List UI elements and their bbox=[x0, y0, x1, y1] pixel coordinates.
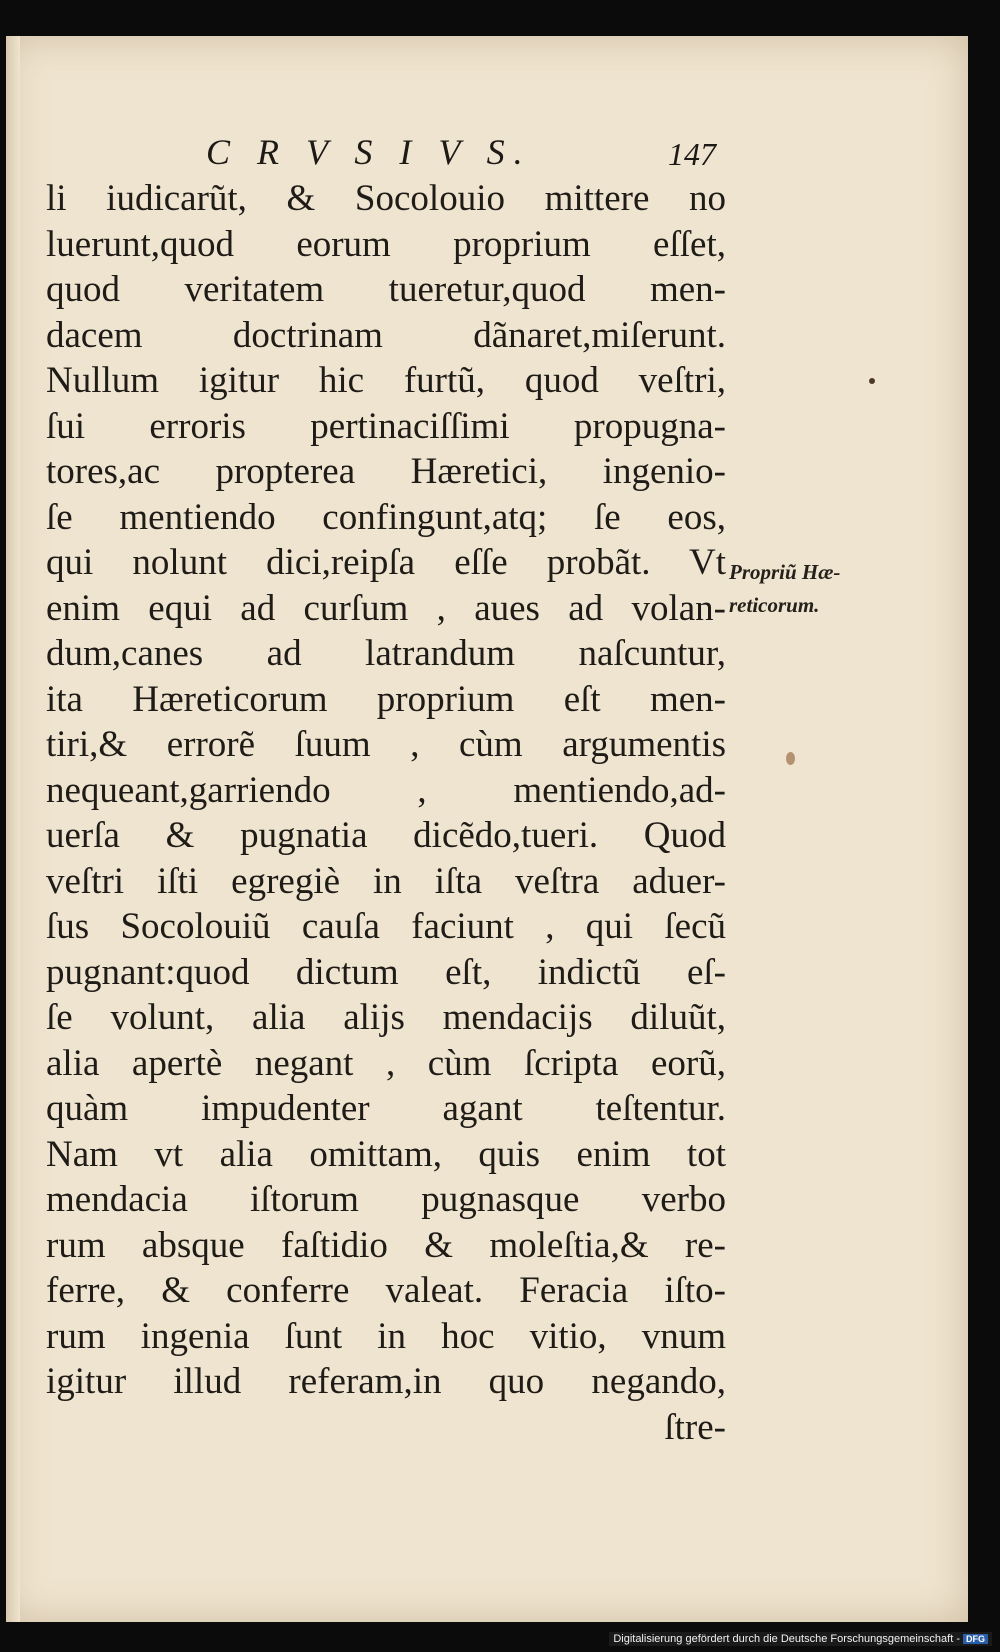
text-line: ita Hæreticorum proprium eſt men- bbox=[46, 678, 726, 720]
body-text bbox=[46, 176, 726, 1450]
text-line: Nam vt alia omittam, quis enim tot bbox=[46, 1133, 726, 1175]
text-line: quod veritatem tueretur,quod men- bbox=[46, 269, 726, 310]
page-number: 147 bbox=[668, 136, 716, 172]
text-line: tores,ac propterea Hæretici, ingenio- bbox=[46, 451, 726, 492]
text-line: dum,canes ad latrandum naſcuntur, bbox=[46, 633, 726, 674]
text-line: ſus Socolouiũ cauſa faciunt , qui ſecũ bbox=[46, 906, 726, 947]
digitization-credit bbox=[609, 1632, 992, 1646]
text-line: ſui erroris pertinaciſſimi propugna- bbox=[46, 405, 726, 447]
text-line: luerunt,quod eorum proprium eſſet, bbox=[46, 223, 726, 265]
text-line: nequeant,garriendo , mentiendo,ad- bbox=[46, 769, 726, 811]
text-line: igitur illud referam,in quo negando, bbox=[46, 1361, 726, 1402]
text-line: ferre, & conferre valeat. Feracia iſto- bbox=[46, 1270, 726, 1311]
dfg-logo: DFG bbox=[963, 1634, 988, 1644]
marginal-note bbox=[729, 556, 840, 622]
marginal-note-line: reticorum. bbox=[729, 593, 820, 617]
text-line: tiri,& errorẽ ſuum , cùm argumentis bbox=[46, 724, 726, 765]
text-line: li iudicarũt, & Socolouio mittere no bbox=[46, 178, 726, 219]
text-line: rum absque faſtidio & moleſtia,& re- bbox=[46, 1224, 726, 1266]
text-line: Nullum igitur hic furtũ, quod veſtri, bbox=[46, 360, 726, 401]
ink-speck bbox=[869, 378, 875, 384]
stain-spot bbox=[786, 752, 795, 765]
text-line: qui nolunt dici,reipſa eſſe probãt. Vt bbox=[46, 542, 726, 583]
text-line: mendacia iſtorum pugnasque verbo bbox=[46, 1179, 726, 1220]
text-line: ſe volunt, alia alijs mendacijs diluũt, bbox=[46, 997, 726, 1038]
text-line: alia apertè negant , cùm ſcripta eorũ, bbox=[46, 1042, 726, 1084]
marginal-note-line: Propriũ Hæ- bbox=[729, 560, 841, 584]
credit-text: Digitalisierung gefördert durch die Deutsche Forschungsgemeinschaft - bbox=[613, 1633, 960, 1645]
text-line: uerſa & pugnatia dicẽdo,tueri. Quod bbox=[46, 815, 726, 856]
text-line: dacem doctrinam dãnaret,miſerunt. bbox=[46, 314, 726, 356]
text-line: pugnant:quod dictum eſt, indictũ eſ- bbox=[46, 951, 726, 993]
text-line: ſtre- bbox=[664, 1406, 726, 1448]
book-page bbox=[6, 36, 968, 1622]
text-line: veſtri iſti egregiè in iſta veſtra aduer- bbox=[46, 860, 726, 902]
page-edge bbox=[6, 36, 20, 1622]
text-line: ſe mentiendo confingunt,atq; ſe eos, bbox=[46, 496, 726, 538]
running-head: C R V S I V S. bbox=[206, 132, 532, 172]
text-line: rum ingenia ſunt in hoc vitio, vnum bbox=[46, 1315, 726, 1357]
text-line: quàm impudenter agant teſtentur. bbox=[46, 1088, 726, 1129]
text-line: enim equi ad curſum , aues ad volan- bbox=[46, 587, 726, 629]
